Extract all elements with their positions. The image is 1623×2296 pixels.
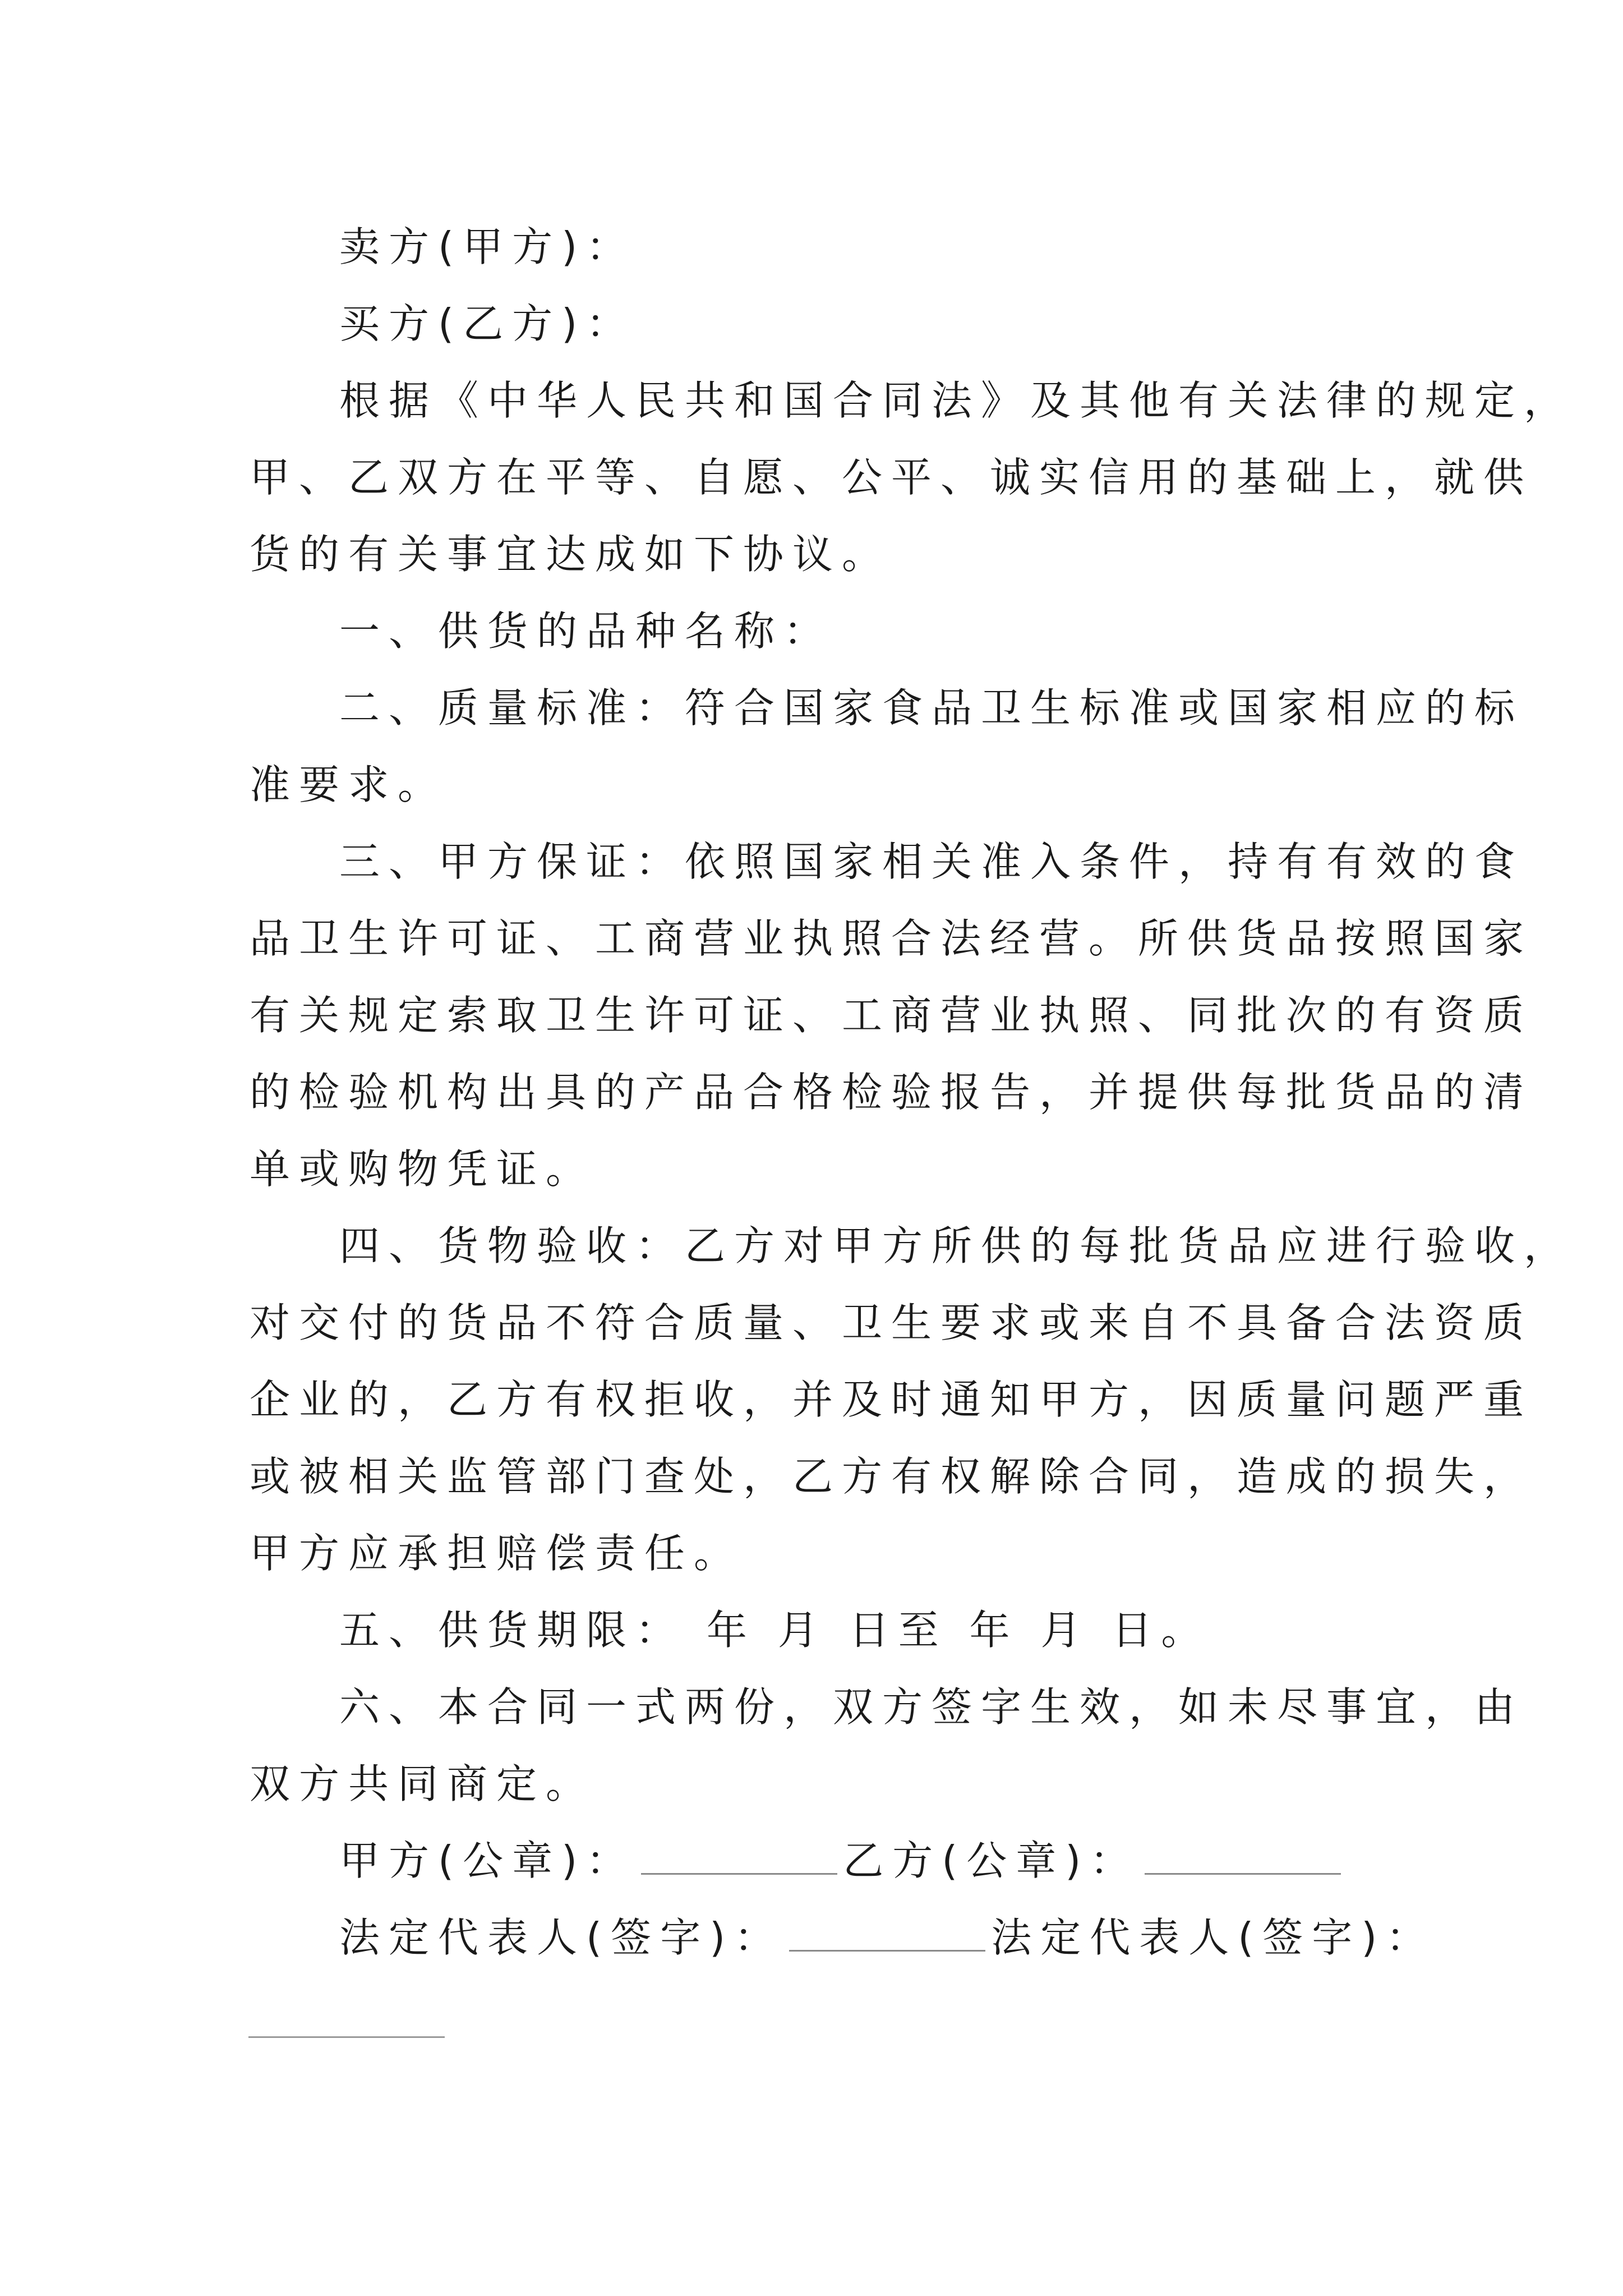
- intro-line: 根据《中华人民共和国合同法》及其他有关法律的规定，: [339, 377, 1574, 424]
- party-a-rep-blank: [789, 1918, 985, 1952]
- clause-2-line: 二、质量标准：符合国家食品卫生标准或国家相应的标: [339, 684, 1524, 731]
- clause-3-line: 有关规定索取卫生许可证、工商营业执照、同批次的有资质: [250, 992, 1533, 1039]
- party-a-seal-blank: [641, 1842, 837, 1875]
- party-a-seal-label: 甲方(公章)：: [339, 1837, 636, 1884]
- intro-line: 甲、乙双方在平等、自愿、公平、诚实信用的基础上，就供: [250, 454, 1533, 501]
- clause-5: 五、供货期限： 年 月 日至 年 月 日。: [339, 1607, 1211, 1654]
- party-b-rep-label: 法定代表人(签字)：: [991, 1914, 1436, 1961]
- buyer-line: 买方(乙方)：: [339, 300, 636, 347]
- document-body: [250, 209, 1574, 1976]
- clause-3-line: 品卫生许可证、工商营业执照合法经营。所供货品按照国家: [250, 915, 1533, 962]
- intro-line: 货的有关事宜达成如下协议。: [250, 531, 892, 578]
- clause-4-line: 企业的，乙方有权拒收，并及时通知甲方，因质量问题严重: [250, 1376, 1533, 1423]
- party-b-seal-label: 乙方(公章)：: [843, 1837, 1140, 1884]
- clause-4-line: 对交付的货品不符合质量、卫生要求或来自不具备合法资质: [250, 1299, 1533, 1346]
- clause-3-line: 的检验机构出具的产品合格检验报告，并提供每批货品的清: [250, 1069, 1533, 1116]
- clause-3-line: 单或购物凭证。: [250, 1145, 596, 1193]
- clause-3-line: 三、甲方保证：依照国家相关准入条件，持有有效的食: [339, 838, 1524, 885]
- clause-4-line: 或被相关监管部门查处，乙方有权解除合同，造成的损失，: [250, 1453, 1533, 1500]
- clause-6-line: 六、本合同一式两份，双方签字生效，如未尽事宜，由: [339, 1683, 1524, 1731]
- footnote-divider: [248, 2036, 445, 2038]
- seal-signature-row: [250, 1823, 1377, 1899]
- clause-4-line: 甲方应承担赔偿责任。: [250, 1530, 744, 1577]
- seller-line: 卖方(甲方)：: [339, 223, 636, 270]
- clause-4-line: 四、货物验收：乙方对甲方所供的每批货品应进行验收，: [339, 1222, 1574, 1269]
- clause-1: 一、供货的品种名称：: [339, 608, 833, 655]
- clause-6-line: 双方共同商定。: [250, 1760, 596, 1807]
- clause-2-line: 准要求。: [250, 761, 448, 808]
- representative-signature-row: [250, 1899, 1436, 1976]
- party-a-rep-label: 法定代表人(签字)：: [339, 1914, 784, 1961]
- party-b-seal-blank: [1145, 1842, 1341, 1875]
